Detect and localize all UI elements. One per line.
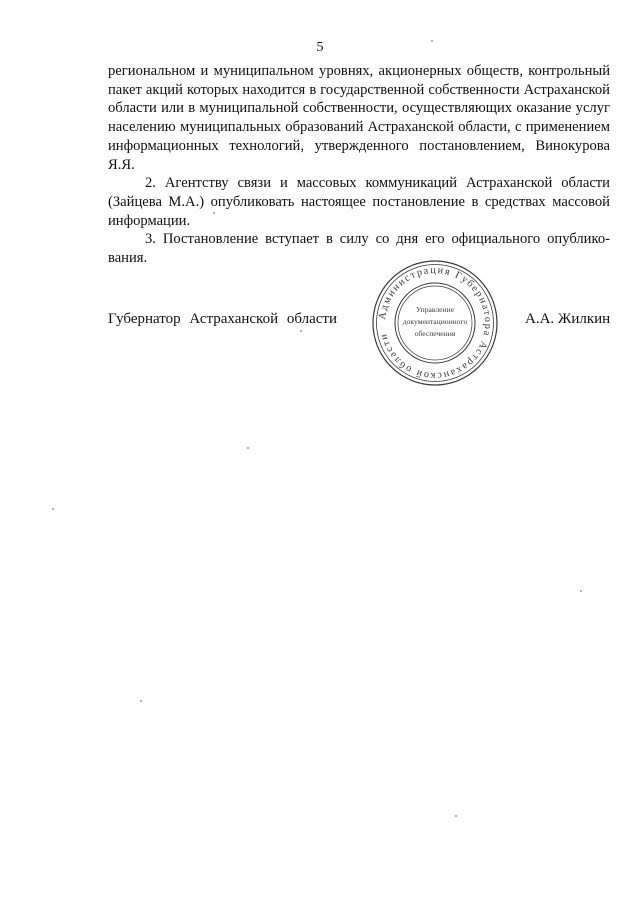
scan-speck xyxy=(580,590,582,592)
official-seal xyxy=(370,258,500,388)
scan-speck xyxy=(140,700,142,702)
signatory-title: Губернатор Астраханской области xyxy=(108,311,338,327)
paragraph-item-2: 2. Агентству связи и массовых коммуникаций Астраханской области (Зайцева М.А.) опубликовать настоящее постановление в средствах массовой информации. xyxy=(108,175,610,229)
scan-speck xyxy=(52,508,54,510)
svg-text:обеспечения: обеспечения xyxy=(414,329,456,338)
svg-text:Управление: Управление xyxy=(415,305,455,314)
scan-speck xyxy=(431,40,433,42)
scan-speck xyxy=(455,815,457,817)
svg-text:документационного: документационного xyxy=(402,317,468,326)
scan-speck xyxy=(300,330,302,332)
scan-speck xyxy=(213,212,215,214)
paragraph-continuation: региональном и муниципальном уровнях, акционерных обществ, контрольный пакет акций которых находится в государственной собственности Астраханской области или в муниципальной собственности, осуществляющих оказание услуг населению муниципальных образований Астраханской области, с применением информационных технологий, утвержденного постановлением, Винокурова Я.Я. xyxy=(108,63,610,173)
body-text xyxy=(108,62,610,268)
scan-speck xyxy=(247,447,249,449)
signatory-name: А.А. Жилкин xyxy=(525,311,611,327)
svg-text:Администрация Губернатора Астр: Администрация Губернатора Астраханской области xyxy=(377,264,494,382)
paragraph-item-3: 3. Постановление вступает в силу со дня его официального опубликования. xyxy=(108,231,610,267)
seal-stamp-image xyxy=(370,258,500,388)
page-number: 5 xyxy=(316,40,324,55)
